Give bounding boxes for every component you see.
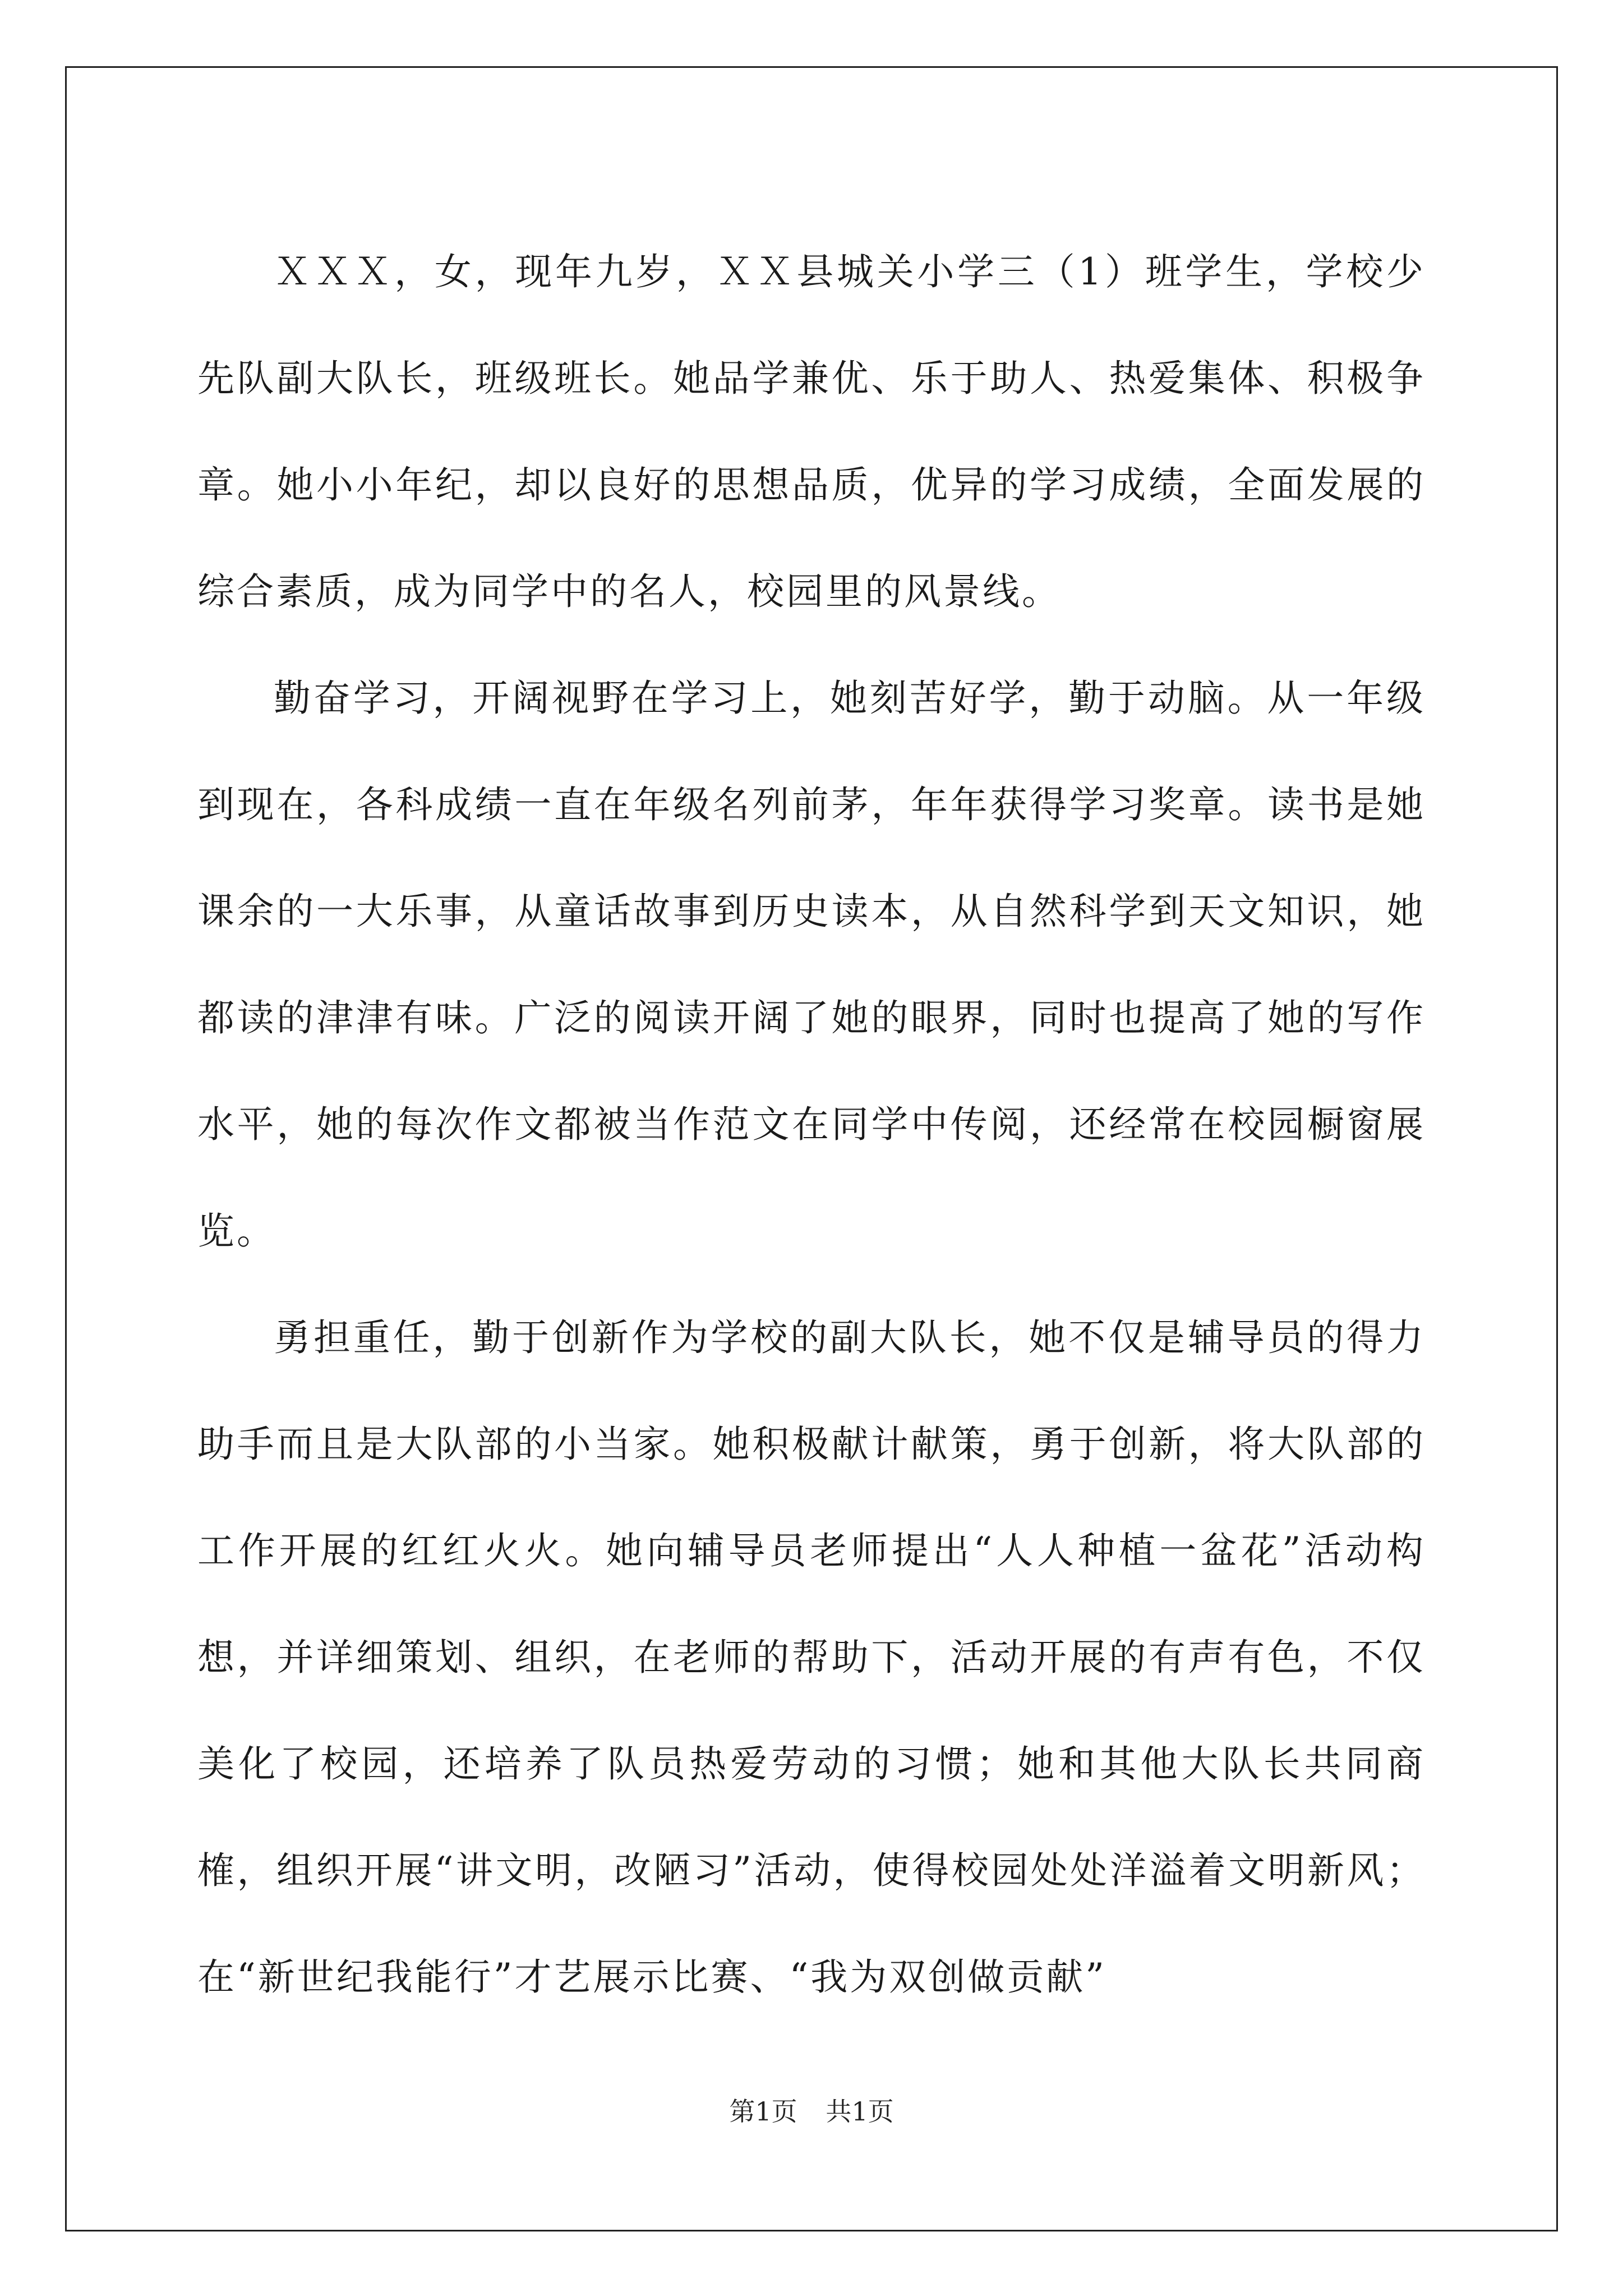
document-body	[197, 219, 1426, 2031]
page-total: 共1页	[826, 2096, 894, 2127]
paragraph-3: 勇担重任，勤于创新作为学校的副大队长，她不仅是辅导员的得力助手而且是大队部的小当家。她积极献计献策，勇于创新，将大队部的工作开展的红红火火。她向辅导员老师提出“人人种植一盆花”活动构想，并详细策划、组织，在老师的帮助下，活动开展的有声有色，不仅美化了校园，还培养了队员热爱劳动的习惯；她和其他大队长共同商榷，组织开展“讲文明，改陋习”活动，使得校园处处洋溢着文明新风；在“新世纪我能行”才艺展示比赛、“我为双创做贡献”	[197, 1316, 1426, 1999]
paragraph-1: ＸＸＸ，女，现年九岁，ＸＸ县城关小学三（1）班学生，学校少先队副大队长，班级班长。她品学兼优、乐于助人、热爱集体、积极争章。她小小年纪，却以良好的思想品质，优异的学习成绩，全面发展的综合素质，成为同学中的名人，校园里的风景线。	[197, 250, 1426, 613]
page-footer	[0, 2095, 1623, 2128]
paragraph-2: 勤奋学习，开阔视野在学习上，她刻苦好学，勤于动脑。从一年级到现在，各科成绩一直在年级名列前茅，年年获得学习奖章。读书是她课余的一大乐事，从童话故事到历史读本，从自然科学到天文知识，她都读的津津有味。广泛的阅读开阔了她的眼界，同时也提高了她的写作水平，她的每次作文都被当作范文在同学中传阅，还经常在校园橱窗展览。	[197, 677, 1426, 1253]
page-number: 第1页	[729, 2096, 797, 2127]
